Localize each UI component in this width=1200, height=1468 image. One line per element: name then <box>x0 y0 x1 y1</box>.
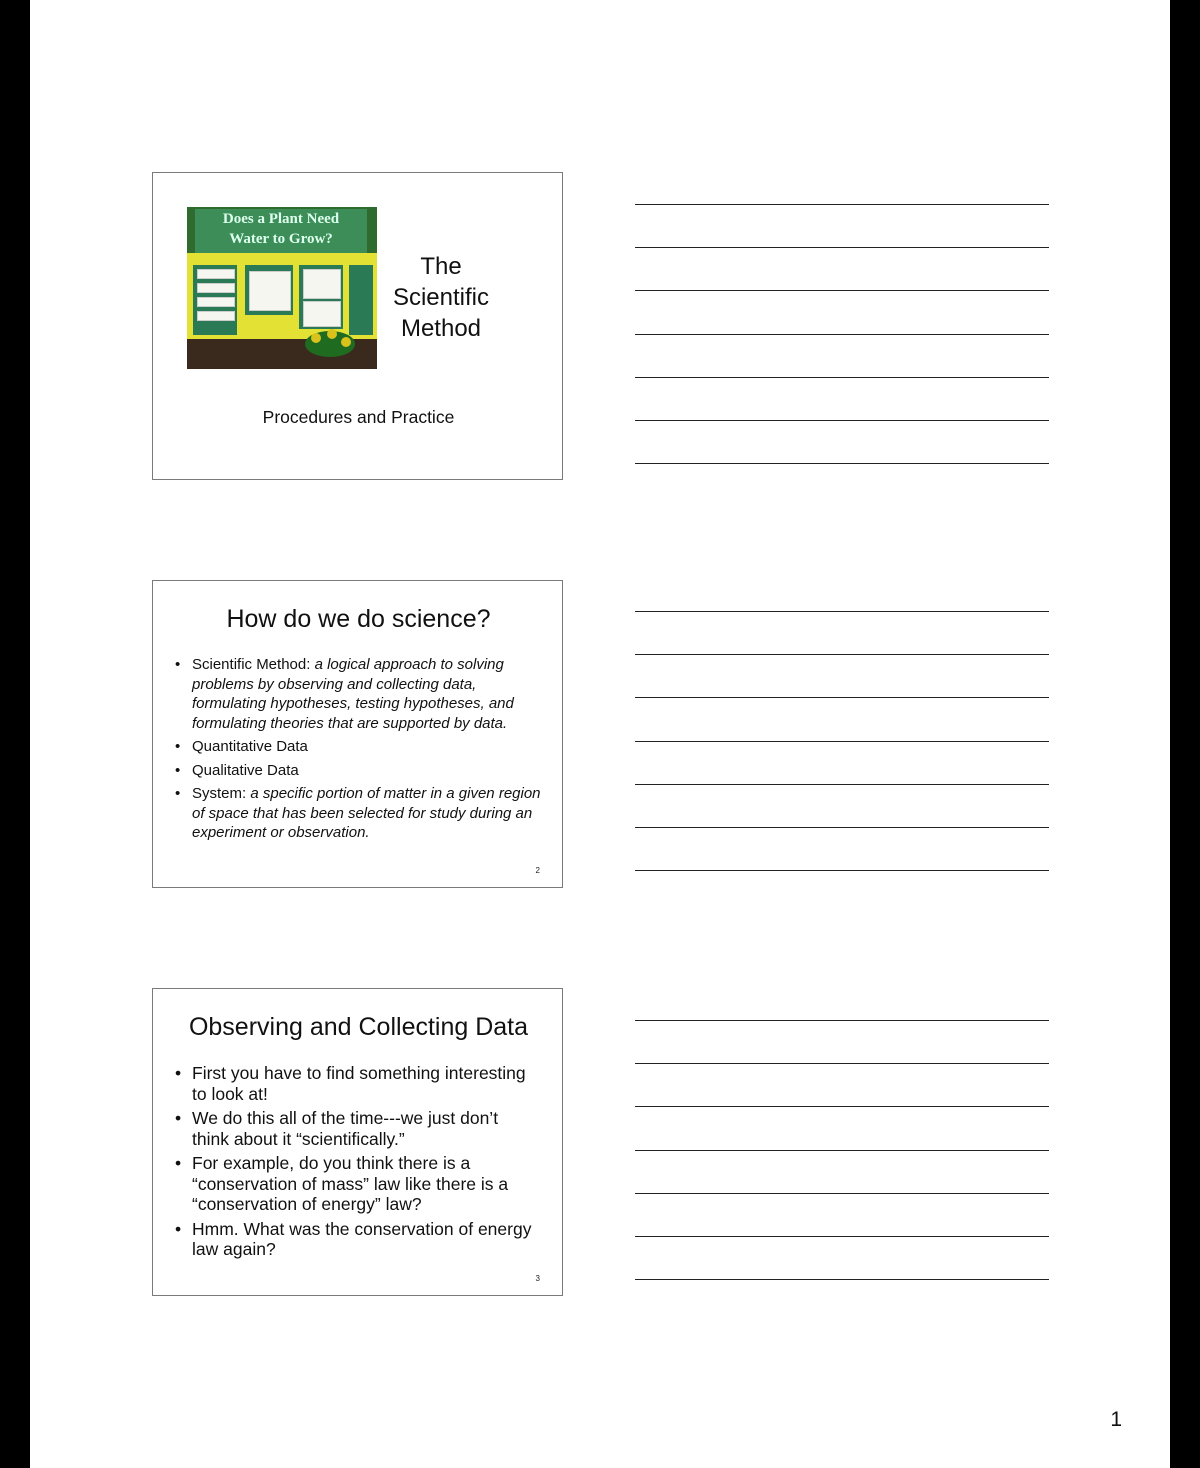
slide-3-number: 3 <box>535 1274 540 1283</box>
note-line <box>635 1150 1049 1151</box>
slide-1-title-line-3: Method <box>400 315 482 342</box>
note-line <box>635 247 1049 248</box>
slide-3-title: Observing and Collecting Data <box>188 1013 529 1041</box>
flower <box>341 337 351 347</box>
photo-banner-line-2: Water to Grow? <box>229 231 333 247</box>
note-line <box>635 1063 1049 1064</box>
slide-2 <box>152 580 563 888</box>
poster-paper <box>249 271 291 311</box>
photo-banner <box>195 209 367 253</box>
note-line <box>635 611 1049 612</box>
slide-3-bullets <box>175 1063 535 1264</box>
bullet-item: • First you have to find something interesting to look at! <box>175 1063 535 1104</box>
slide-1-title-line-1: The <box>420 253 462 280</box>
bullet-lead: Scientific Method: <box>192 656 315 673</box>
note-lines-3 <box>635 1020 1049 1322</box>
note-line <box>635 870 1049 871</box>
slide-2-title: How do we do science? <box>226 605 491 633</box>
bullet-lead: Quantitative Data <box>192 738 308 755</box>
bullet-definition: a logical approach to solving problems by observing and collecting data, formulating hypotheses, testing hypotheses, and formulating theories that are supported by data. <box>192 656 514 732</box>
note-line <box>635 1020 1049 1021</box>
bullet-definition: a specific portion of matter in a given region of space that has been selected for study during an experiment or observation. <box>192 785 541 841</box>
bullet-item <box>175 737 545 757</box>
flower <box>327 329 337 339</box>
science-fair-photo <box>187 207 377 369</box>
note-line <box>635 1279 1049 1280</box>
bullet-item: • Hmm. What was the conservation of energy law again? <box>175 1219 535 1260</box>
bullet-item <box>175 761 545 781</box>
note-line <box>635 290 1049 291</box>
poster-paper <box>197 269 235 279</box>
handout-page <box>30 0 1170 1468</box>
poster-paper <box>303 269 341 299</box>
slide-2-number: 2 <box>535 866 540 875</box>
flower <box>311 333 321 343</box>
note-lines-2 <box>635 611 1049 913</box>
note-line <box>635 463 1049 464</box>
slide-3 <box>152 988 563 1296</box>
note-line <box>635 204 1049 205</box>
slide-1-title-line-2: Scientific <box>392 284 490 311</box>
poster-paper <box>197 297 235 307</box>
poster-paper <box>197 311 235 321</box>
note-line <box>635 1193 1049 1194</box>
note-line <box>635 827 1049 828</box>
poster-panel-right <box>349 265 373 335</box>
slide-1 <box>152 172 563 480</box>
slide-2-bullets <box>175 655 545 847</box>
note-line <box>635 377 1049 378</box>
note-lines-1 <box>635 204 1049 506</box>
bullet-item: • We do this all of the time---we just don’t think about it “scientifically.” <box>175 1108 535 1149</box>
note-line <box>635 420 1049 421</box>
bullet-item: • For example, do you think there is a “conservation of mass” law like there is a “conservation of energy” law? <box>175 1153 535 1215</box>
note-line <box>635 1236 1049 1237</box>
note-line <box>635 784 1049 785</box>
page-number: 1 <box>1110 1408 1122 1431</box>
bullet-item <box>175 655 545 733</box>
bullet-lead: Qualitative Data <box>192 761 299 779</box>
note-line <box>635 741 1049 742</box>
note-line <box>635 1106 1049 1107</box>
note-line <box>635 654 1049 655</box>
slide-1-title <box>379 251 503 344</box>
note-line <box>635 697 1049 698</box>
poster-paper <box>303 301 341 327</box>
note-line <box>635 334 1049 335</box>
slide-1-subtitle: Procedures and Practice <box>262 407 455 427</box>
bullet-lead: System: <box>192 785 251 802</box>
bullet-item <box>175 784 545 843</box>
photo-banner-line-1: Does a Plant Need <box>222 211 340 227</box>
poster-paper <box>197 283 235 293</box>
